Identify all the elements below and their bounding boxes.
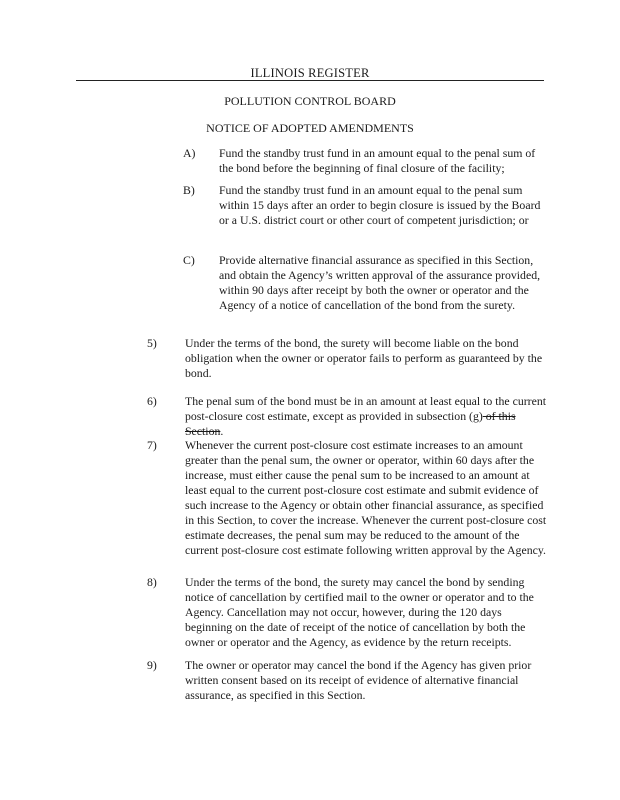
item-text-main: The penal sum of the bond must be in an amount at least equal to the current post-closure cost estimate, except as provided in subsection (g) — [185, 394, 547, 423]
subitem-b — [183, 183, 548, 245]
item-5 — [147, 336, 549, 382]
item-text-tail: . — [220, 424, 224, 438]
item-text: The owner or operator may cancel the bond if the Agency has given prior written consent based on its receipt of evidence of alternative financial assurance, as specified in this Section. — [185, 658, 532, 702]
subitem-label: B) — [183, 183, 195, 197]
item-8 — [147, 575, 549, 651]
board-name: POLLUTION CONTROL BOARD — [224, 94, 396, 108]
item-text: Under the terms of the bond, the surety may cancel the bond by sending notice of cancellation by certified mail to the owner or operator and to the Agency. Cancellation may not occur, however, during the 120 days beginning on the date of receipt of the notice of cancellation by both the owner or operator and the Agency, as evidence by the return receipts. — [185, 575, 534, 649]
subitem-label: C) — [183, 253, 195, 267]
item-text: Under the terms of the bond, the surety will become liable on the bond obligation when the owner or operator fails to perform as guaranteed by the bond. — [185, 336, 543, 380]
item-6 — [147, 394, 549, 440]
subitem-a — [183, 146, 548, 178]
register-header: ILLINOIS REGISTER — [250, 66, 370, 80]
item-label: 8) — [147, 575, 157, 589]
item-7 — [147, 438, 549, 572]
notice-title: NOTICE OF ADOPTED AMENDMENTS — [206, 121, 414, 135]
subitem-text: Provide alternative financial assurance as specified in this Section, and obtain the Agency’s written approval of the assurance provided, within 90 days after receipt by both the owner or operator and the Agency of a notice of cancellation of the bond from the surety. — [219, 253, 541, 312]
item-label: 9) — [147, 658, 157, 672]
subitem-c — [183, 253, 548, 329]
struck-text: of this Section — [185, 409, 516, 438]
subitem-text: Fund the standby trust fund in an amount equal to the penal sum within 15 days after an order to begin closure is issued by the Board or a U.S. district court or other court of competent jurisdiction; or — [219, 183, 541, 227]
item-label: 7) — [147, 438, 157, 452]
item-label: 6) — [147, 394, 157, 408]
subitem-label: A) — [183, 146, 196, 160]
item-9 — [147, 658, 549, 704]
subitem-text: Fund the standby trust fund in an amount equal to the penal sum of the bond before the beginning of final closure of the facility; — [219, 146, 536, 175]
item-label: 5) — [147, 336, 157, 350]
item-text — [185, 394, 547, 439]
item-text: Whenever the current post-closure cost estimate increases to an amount greater than the penal sum, the owner or operator, within 60 days after the increase, must either cause the penal sum to be increased to an amount at least equal to the current post-closure cost estimate and submit evidence of such increase to the Agency or obtain other financial assurance, as specified in this Section, to cover the increase. Whenever the current post-closure cost estimate decreases, the penal sum may be reduced to the amount of the current post-closure cost estimate following written approval by the Agency. — [185, 438, 547, 557]
header-rule — [76, 80, 544, 81]
